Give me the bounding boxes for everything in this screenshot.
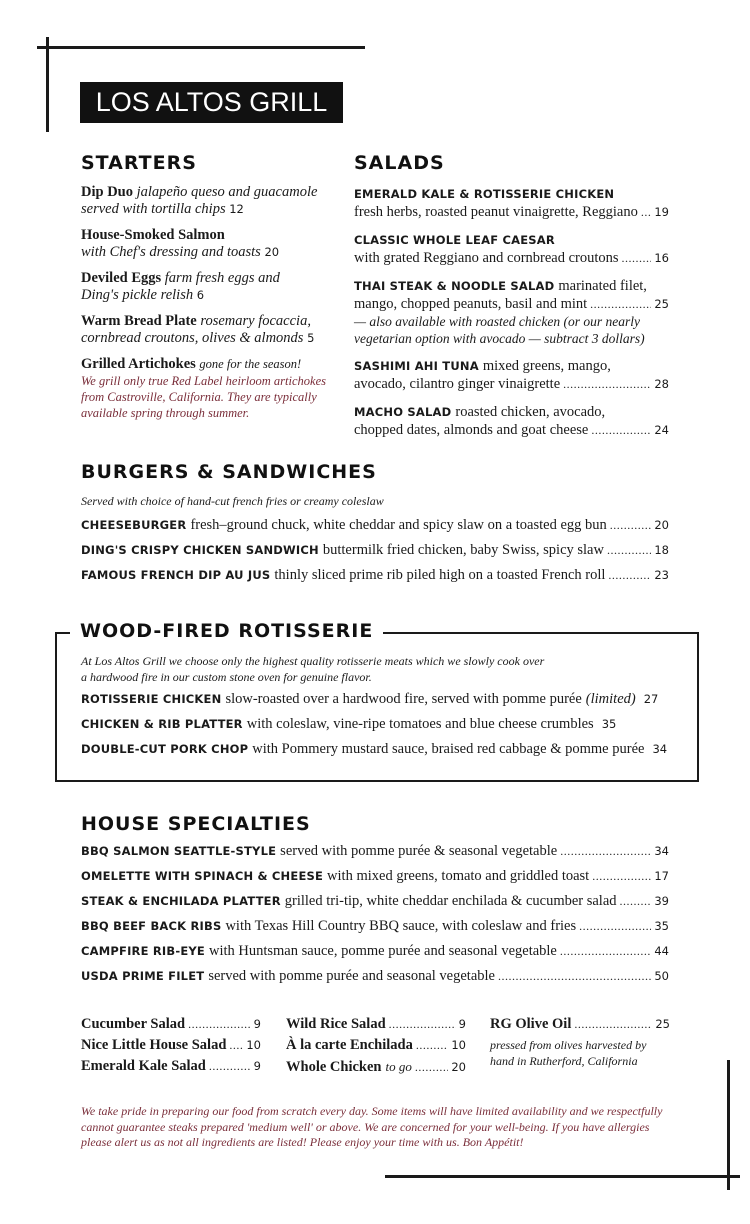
- menu-item: [81, 917, 669, 942]
- menu-item: [354, 357, 669, 393]
- item-name: STEAK & ENCHILADA PLATTER: [81, 894, 281, 908]
- item-price: 34: [654, 844, 669, 858]
- item-desc: buttermilk fried chicken, baby Swiss, spicy slaw: [322, 542, 604, 558]
- item-price: 50: [654, 969, 669, 983]
- item-price: 19: [654, 205, 669, 219]
- item-desc: jalapeño queso and guacamole served with tortilla chips: [81, 184, 318, 217]
- item-desc: fresh herbs, roasted peanut vinaigrette, Reggiano: [354, 204, 638, 220]
- rotisserie-heading: WOOD-FIRED ROTISSERIE: [70, 620, 383, 642]
- specialties-heading: HOUSE SPECIALTIES: [81, 813, 311, 835]
- burgers-heading: BURGERS & SANDWICHES: [81, 461, 377, 483]
- dot-leader: [209, 1059, 251, 1074]
- side-item: [81, 1058, 261, 1079]
- dot-leader: [229, 1038, 243, 1053]
- dot-leader: [590, 295, 651, 313]
- menu-item: [81, 184, 346, 218]
- dot-leader: [416, 1038, 448, 1053]
- item-name: EMERALD KALE & ROTISSERIE CHICKEN: [354, 187, 615, 201]
- dot-leader: [574, 1017, 652, 1032]
- menu-item: [354, 185, 669, 221]
- menu-item: [81, 270, 296, 304]
- item-price: 27: [643, 692, 659, 706]
- dot-leader: [579, 919, 651, 934]
- item-desc: with Chef's dressing and toasts: [81, 244, 261, 260]
- item-desc: with grated Reggiano and cornbread croutons: [354, 250, 619, 266]
- dot-leader: [622, 249, 652, 267]
- menu-item: [81, 842, 669, 867]
- dot-leader: [560, 944, 651, 959]
- item-desc: served with pomme purée & seasonal vegetable: [280, 843, 558, 859]
- item-name: Grilled Artichokes: [81, 356, 196, 372]
- item-name: FAMOUS FRENCH DIP AU JUS: [81, 568, 271, 582]
- corner-line-bottom-horizontal: [385, 1175, 740, 1178]
- item-extra: to go: [385, 1059, 412, 1074]
- item-price: 25: [655, 1017, 670, 1031]
- side-item: [490, 1016, 670, 1037]
- corner-line-bottom-vertical: [727, 1060, 730, 1190]
- item-desc: slow-roasted over a hardwood fire, served with pomme purée: [225, 691, 582, 707]
- item-desc: with coleslaw, vine-ripe tomatoes and blue cheese crumbles: [246, 716, 594, 732]
- corner-line-top-vertical: [46, 37, 49, 132]
- menu-item: [81, 313, 346, 347]
- item-name: CHEESEBURGER: [81, 518, 187, 532]
- item-price: 25: [654, 297, 669, 311]
- item-desc: with Texas Hill Country BBQ sauce, with coleslaw and fries: [225, 918, 577, 934]
- item-name: BBQ BEEF BACK RIBS: [81, 919, 222, 933]
- item-price: 12: [229, 202, 244, 216]
- menu-item: [81, 892, 669, 917]
- item-name: ROTISSERIE CHICKEN: [81, 692, 222, 706]
- item-name: Wild Rice Salad: [286, 1016, 386, 1032]
- item-price: 34: [652, 742, 668, 756]
- rotisserie-intro: At Los Altos Grill we choose only the highest quality rotisserie meats which we slowly cook over a hardwood fire in our custom stone oven for genuine flavor.: [81, 654, 545, 684]
- item-price: 9: [253, 1017, 261, 1031]
- item-name: Deviled Eggs: [81, 270, 162, 286]
- item-name: Cucumber Salad: [81, 1016, 186, 1032]
- side-item: [81, 1016, 261, 1037]
- footer-note: We take pride in preparing our food from scratch every day. Some items will have limited availability and we respectfully cannot guarantee steaks prepared 'medium well' or above. We are concerned for your well-being. If you have allergies please alert us as not all ingredients are listed! Please enjoy your time with us. Bon Appétit!: [81, 1104, 663, 1149]
- item-extra: (limited): [585, 691, 636, 707]
- item-name: CAMPFIRE RIB-EYE: [81, 944, 205, 958]
- dot-leader: [592, 869, 651, 884]
- dot-leader: [610, 518, 652, 533]
- item-price: 10: [451, 1038, 466, 1052]
- item-name: CHICKEN & RIB PLATTER: [81, 717, 243, 731]
- burgers-list: [81, 516, 669, 591]
- dot-leader: [620, 894, 652, 909]
- sides-col-3: [490, 1016, 670, 1069]
- item-name: À la carte Enchilada: [286, 1037, 413, 1053]
- item-desc-cont: avocado, cilantro ginger vinaigrette: [354, 376, 561, 392]
- item-name: MACHO SALAD: [354, 405, 452, 419]
- corner-line-top-horizontal: [37, 46, 365, 49]
- dot-leader: [389, 1017, 456, 1032]
- menu-item: [354, 277, 669, 347]
- item-name: SASHIMI AHI TUNA: [354, 359, 479, 373]
- menu-item: [81, 356, 346, 421]
- item-desc: roasted chicken, avocado,: [455, 404, 606, 420]
- item-name: OMELETTE WITH SPINACH & CHEESE: [81, 869, 324, 883]
- item-name: USDA PRIME FILET: [81, 969, 205, 983]
- rotisserie-list: [81, 690, 667, 765]
- menu-item: [81, 942, 669, 967]
- item-name: Warm Bread Plate: [81, 313, 197, 329]
- burgers-subtitle: Served with choice of hand-cut french fries or creamy coleslaw: [81, 494, 384, 508]
- item-desc: rosemary focaccia, cornbread croutons, olives & almonds: [81, 313, 311, 346]
- item-price: 17: [654, 869, 669, 883]
- item-desc: with Huntsman sauce, pomme purée and seasonal vegetable: [208, 943, 557, 959]
- item-name: DING'S CRISPY CHICKEN SANDWICH: [81, 543, 319, 557]
- item-price: 10: [246, 1038, 261, 1052]
- side-item: [286, 1058, 466, 1079]
- item-price: 20: [654, 518, 669, 532]
- menu-item: [81, 715, 667, 740]
- item-price: 16: [654, 251, 669, 265]
- dot-leader: [498, 969, 651, 984]
- item-note: We grill only true Red Label heirloom artichokes from Castroville, California. They are typically available spring through summer.: [81, 374, 326, 420]
- item-price: 9: [253, 1059, 261, 1073]
- item-desc: marinated filet,: [558, 278, 647, 294]
- dot-leader: [563, 375, 651, 393]
- side-item: [81, 1037, 261, 1058]
- specialties-list: [81, 842, 669, 992]
- item-desc: farm fresh eggs and Ding's pickle relish: [81, 270, 280, 303]
- menu-item: [81, 516, 669, 541]
- menu-item: [81, 227, 346, 261]
- item-name: House-Smoked Salmon: [81, 227, 225, 243]
- item-desc: grilled tri-tip, white cheddar enchilada & cucumber salad: [284, 893, 617, 909]
- item-desc-cont: chopped dates, almonds and goat cheese: [354, 422, 589, 438]
- dot-leader: [641, 203, 651, 221]
- item-price: 18: [654, 543, 669, 557]
- item-price: 23: [654, 568, 669, 582]
- item-desc: gone for the season!: [199, 357, 302, 371]
- item-name: Whole Chicken: [286, 1059, 382, 1075]
- item-price: 44: [654, 944, 669, 958]
- item-desc: served with pomme purée and seasonal vegetable: [208, 968, 495, 984]
- menu-item: [81, 740, 667, 765]
- item-name: CLASSIC WHOLE LEAF CAESAR: [354, 233, 555, 247]
- item-desc-cont: mango, chopped peanuts, basil and mint: [354, 296, 588, 312]
- item-name: DOUBLE-CUT PORK CHOP: [81, 742, 249, 756]
- menu-item: [81, 967, 669, 992]
- dot-leader: [608, 568, 651, 583]
- item-desc: fresh–ground chuck, white cheddar and spicy slaw on a toasted egg bun: [190, 517, 607, 533]
- restaurant-title: LOS ALTOS GRILL: [80, 82, 343, 123]
- item-name: BBQ SALMON SEATTLE-STYLE: [81, 844, 277, 858]
- menu-item: [81, 690, 667, 715]
- menu-item: [354, 231, 669, 267]
- item-name: Nice Little House Salad: [81, 1037, 227, 1053]
- item-price: 9: [458, 1017, 466, 1031]
- dot-leader: [560, 844, 651, 859]
- dot-leader: [415, 1060, 449, 1075]
- item-price: 28: [654, 377, 669, 391]
- item-desc: thinly sliced prime rib piled high on a toasted French roll: [274, 567, 606, 583]
- item-price: 20: [451, 1060, 466, 1074]
- item-price: 5: [307, 331, 315, 345]
- dot-leader: [591, 421, 651, 439]
- starters-list: [81, 184, 346, 430]
- item-name: THAI STEAK & NOODLE SALAD: [354, 279, 555, 293]
- item-price: 35: [601, 717, 617, 731]
- side-item: [286, 1016, 466, 1037]
- item-name: RG Olive Oil: [490, 1016, 572, 1032]
- menu-item: [81, 867, 669, 892]
- starters-heading: STARTERS: [81, 152, 197, 174]
- item-note: pressed from olives harvested by hand in Rutherford, California: [490, 1038, 647, 1068]
- menu-item: [81, 541, 669, 566]
- sides-col-2: [286, 1016, 466, 1079]
- item-desc: mixed greens, mango,: [482, 358, 611, 374]
- item-price: 24: [654, 423, 669, 437]
- salads-heading: SALADS: [354, 152, 445, 174]
- dot-leader: [188, 1017, 251, 1032]
- item-desc: with Pommery mustard sauce, braised red cabbage & pomme purée: [252, 741, 645, 757]
- menu-item: [354, 403, 669, 439]
- item-note: — also available with roasted chicken (or our nearly vegetarian option with avocado — subtract 3 dollars): [354, 314, 645, 346]
- item-name: Emerald Kale Salad: [81, 1058, 206, 1074]
- item-price: 35: [654, 919, 669, 933]
- menu-item: [81, 566, 669, 591]
- item-name: Dip Duo: [81, 184, 133, 200]
- salads-list: [354, 185, 669, 449]
- item-price: 20: [264, 245, 280, 259]
- sides-col-1: [81, 1016, 261, 1079]
- item-price: 6: [196, 288, 205, 302]
- item-desc: with mixed greens, tomato and griddled toast: [327, 868, 590, 884]
- item-price: 39: [654, 894, 669, 908]
- dot-leader: [607, 543, 651, 558]
- side-item: [286, 1037, 466, 1058]
